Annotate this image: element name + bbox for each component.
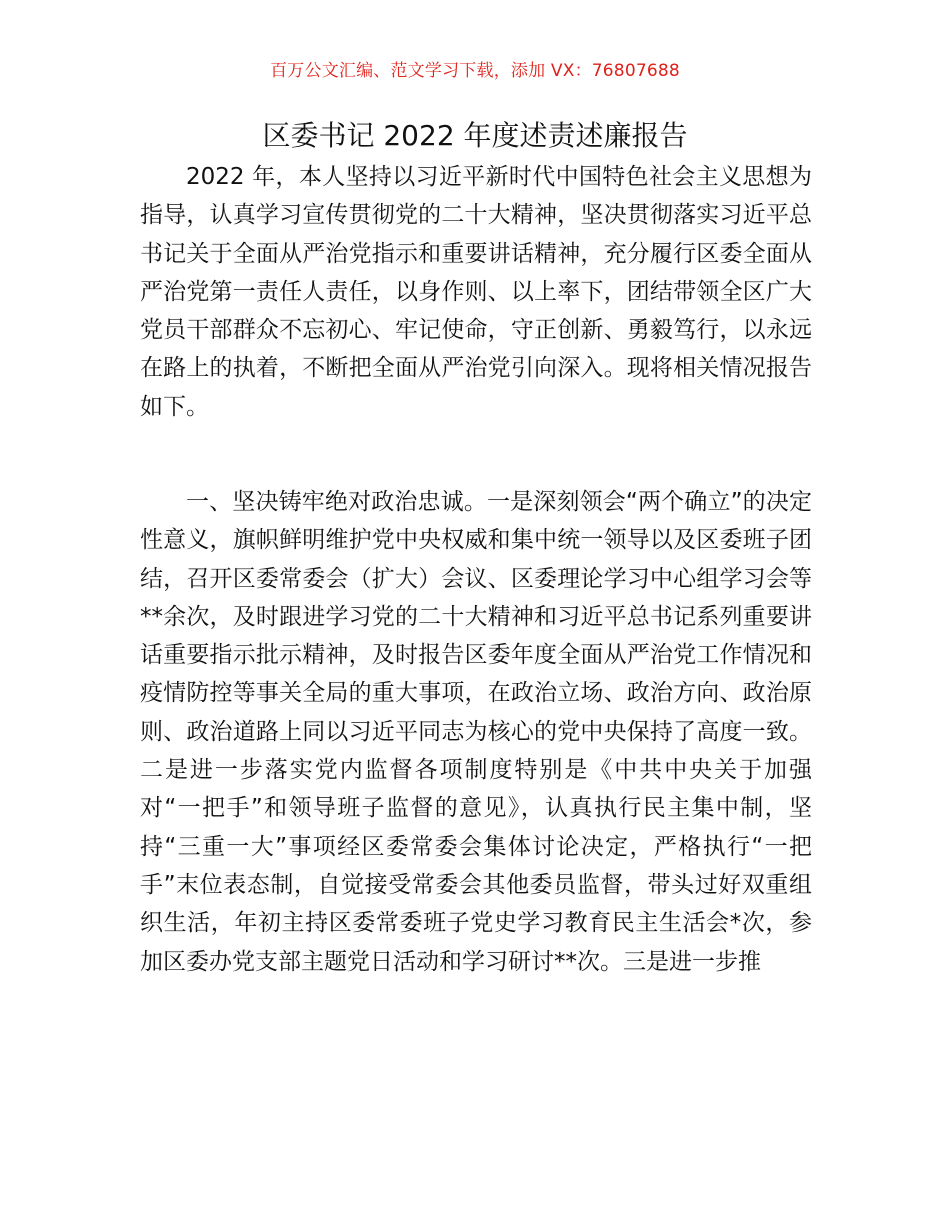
document-title: 区委书记 2022 年度述责述廉报告 [262,119,688,152]
header-banner: 百万公文汇编、范文学习下载，添加 VX：76807688 [270,61,680,81]
body-paragraph: 2022 年，本人坚持以习近平新时代中国特色社会主义思想为指导，认真学习宣传贯彻党的二十大精神，坚决贯彻落实习近平总书记关于全面从严治党指示和重要讲话精神，充分履行区委全面从严治党第一责任人责任，以身作则、以上率下，团结带领全区广大党员干部群众不忘初心、牢记使命，守正创新、勇毅笃行，以永远在路上的执着，不断把全面从严治党引向深入。现将相关情况报告如下。 [140,164,812,420]
body-paragraph: 一、坚决铸牢绝对政治忠诚。一是深刻领会“两个确立”的决定性意义，旗帜鲜明维护党中央权威和集中统一领导以及区委班子团结，召开区委常委会（扩大）会议、区委理论学习中心组学习会等**余次，及时跟进学习党的二十大精神和习近平总书记系列重要讲话重要指示批示精神，及时报告区委年度全面从严治党工作情况和疫情防控等事关全局的重大事项，在政治立场、政治方向、政治原则、政治道路上同以习近平同志为核心的党中央保持了高度一致。二是进一步落实党内监督各项制度特别是《中共中央关于加强对“一把手”和领导班子监督的意见》，认真执行民主集中制，坚持“三重一大”事项经区委常委会集体讨论决定，严格执行“一把手”末位表态制，自觉接受常委会其他委员监督，带头过好双重组织生活，年初主持区委常委班子党史学习教育民主生活会*次，参加区委办党支部主题党日活动和学习研讨**次。三是进一步推 [140,489,812,975]
